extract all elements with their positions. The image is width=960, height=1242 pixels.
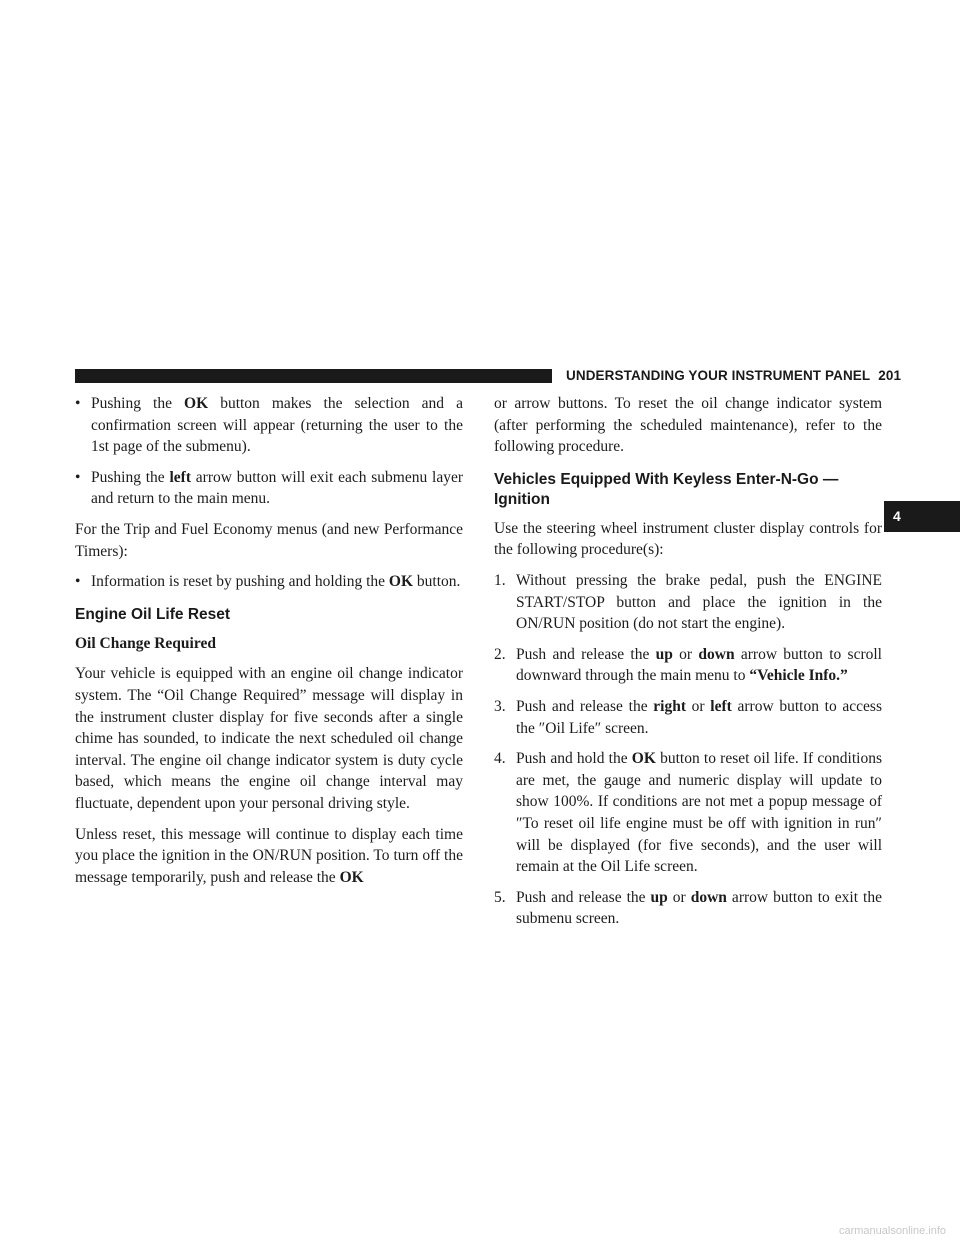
bullet-left-exit: • Pushing the left arrow button will exit each submenu layer and return to the main menu. xyxy=(75,468,463,508)
use-paragraph: Use the steering wheel instrument cluster display controls for the following procedure(s): xyxy=(494,519,882,559)
chapter-tab: 4 xyxy=(884,501,960,532)
step-1: 1. Without pressing the brake pedal, push the ENGINE START/STOP button and place the ignition in the ON/RUN position (do not start the engine). xyxy=(494,571,882,633)
header-rule xyxy=(75,369,552,383)
subheading-oil-change: Oil Change Required xyxy=(75,634,216,652)
heading-oil-life-reset: Engine Oil Life Reset xyxy=(75,605,231,623)
bullet-mark: • xyxy=(75,395,81,412)
heading-keyless: Vehicles Equipped With Keyless Enter-N-Go — Ignition xyxy=(494,470,839,508)
watermark: carmanualsonline.info xyxy=(838,1225,946,1237)
left-column xyxy=(75,393,463,897)
trip-paragraph: For the Trip and Fuel Economy menus (and new Performance Timers): xyxy=(75,520,463,560)
bullet-mark: • xyxy=(75,573,81,591)
unless-paragraph: Unless reset, this message will continue to display each time you place the ignition in the ON/RUN position. To turn off the message temporarily, push and release the OK xyxy=(75,825,463,886)
bullet-mark: • xyxy=(75,468,81,486)
right-column xyxy=(494,393,882,939)
page-number: 201 xyxy=(878,368,902,383)
step-3: 3. Push and release the right or left arrow button to access the ″Oil Life″ screen. xyxy=(494,697,882,737)
step-5: 5. Push and release the up or down arrow button to exit the submenu screen. xyxy=(494,888,882,928)
oil-paragraph: Your vehicle is equipped with an engine oil change indicator system. The “Oil Change Required” message will display in the instrument cluster display for five seconds after a single chime has sounded, to indicate the next scheduled oil change interval. The engine oil change indicator system is duty cycle based, which means the engine oil change interval may fluctuate, dependent upon your personal driving style. xyxy=(75,665,463,812)
bullet-ok-selection: • Pushing the OK button makes the selection and a confirmation screen will appear (returning the user to the 1st page of the submenu). xyxy=(75,395,463,456)
running-header xyxy=(566,367,902,385)
step-2: 2. Push and release the up or down arrow button to scroll downward through the main menu to “Vehicle Info.” xyxy=(494,645,882,685)
bullet-info-reset: • Information is reset by pushing and holding the OK button. xyxy=(75,571,463,593)
step-4: 4. Push and hold the OK button to reset oil life. If conditions are met, the gauge and numeric display will update to show 100%. If conditions are not met a popup message of ″To reset oil life engine must be off with ignition in run″ will be displayed (for five seconds), and the user will remain at the Oil Life screen. xyxy=(494,750,882,876)
continued-paragraph: or arrow buttons. To reset the oil change indicator system (after performing the scheduled maintenance), refer to the following procedure. xyxy=(494,395,882,456)
section-title: UNDERSTANDING YOUR INSTRUMENT PANEL xyxy=(566,368,871,383)
